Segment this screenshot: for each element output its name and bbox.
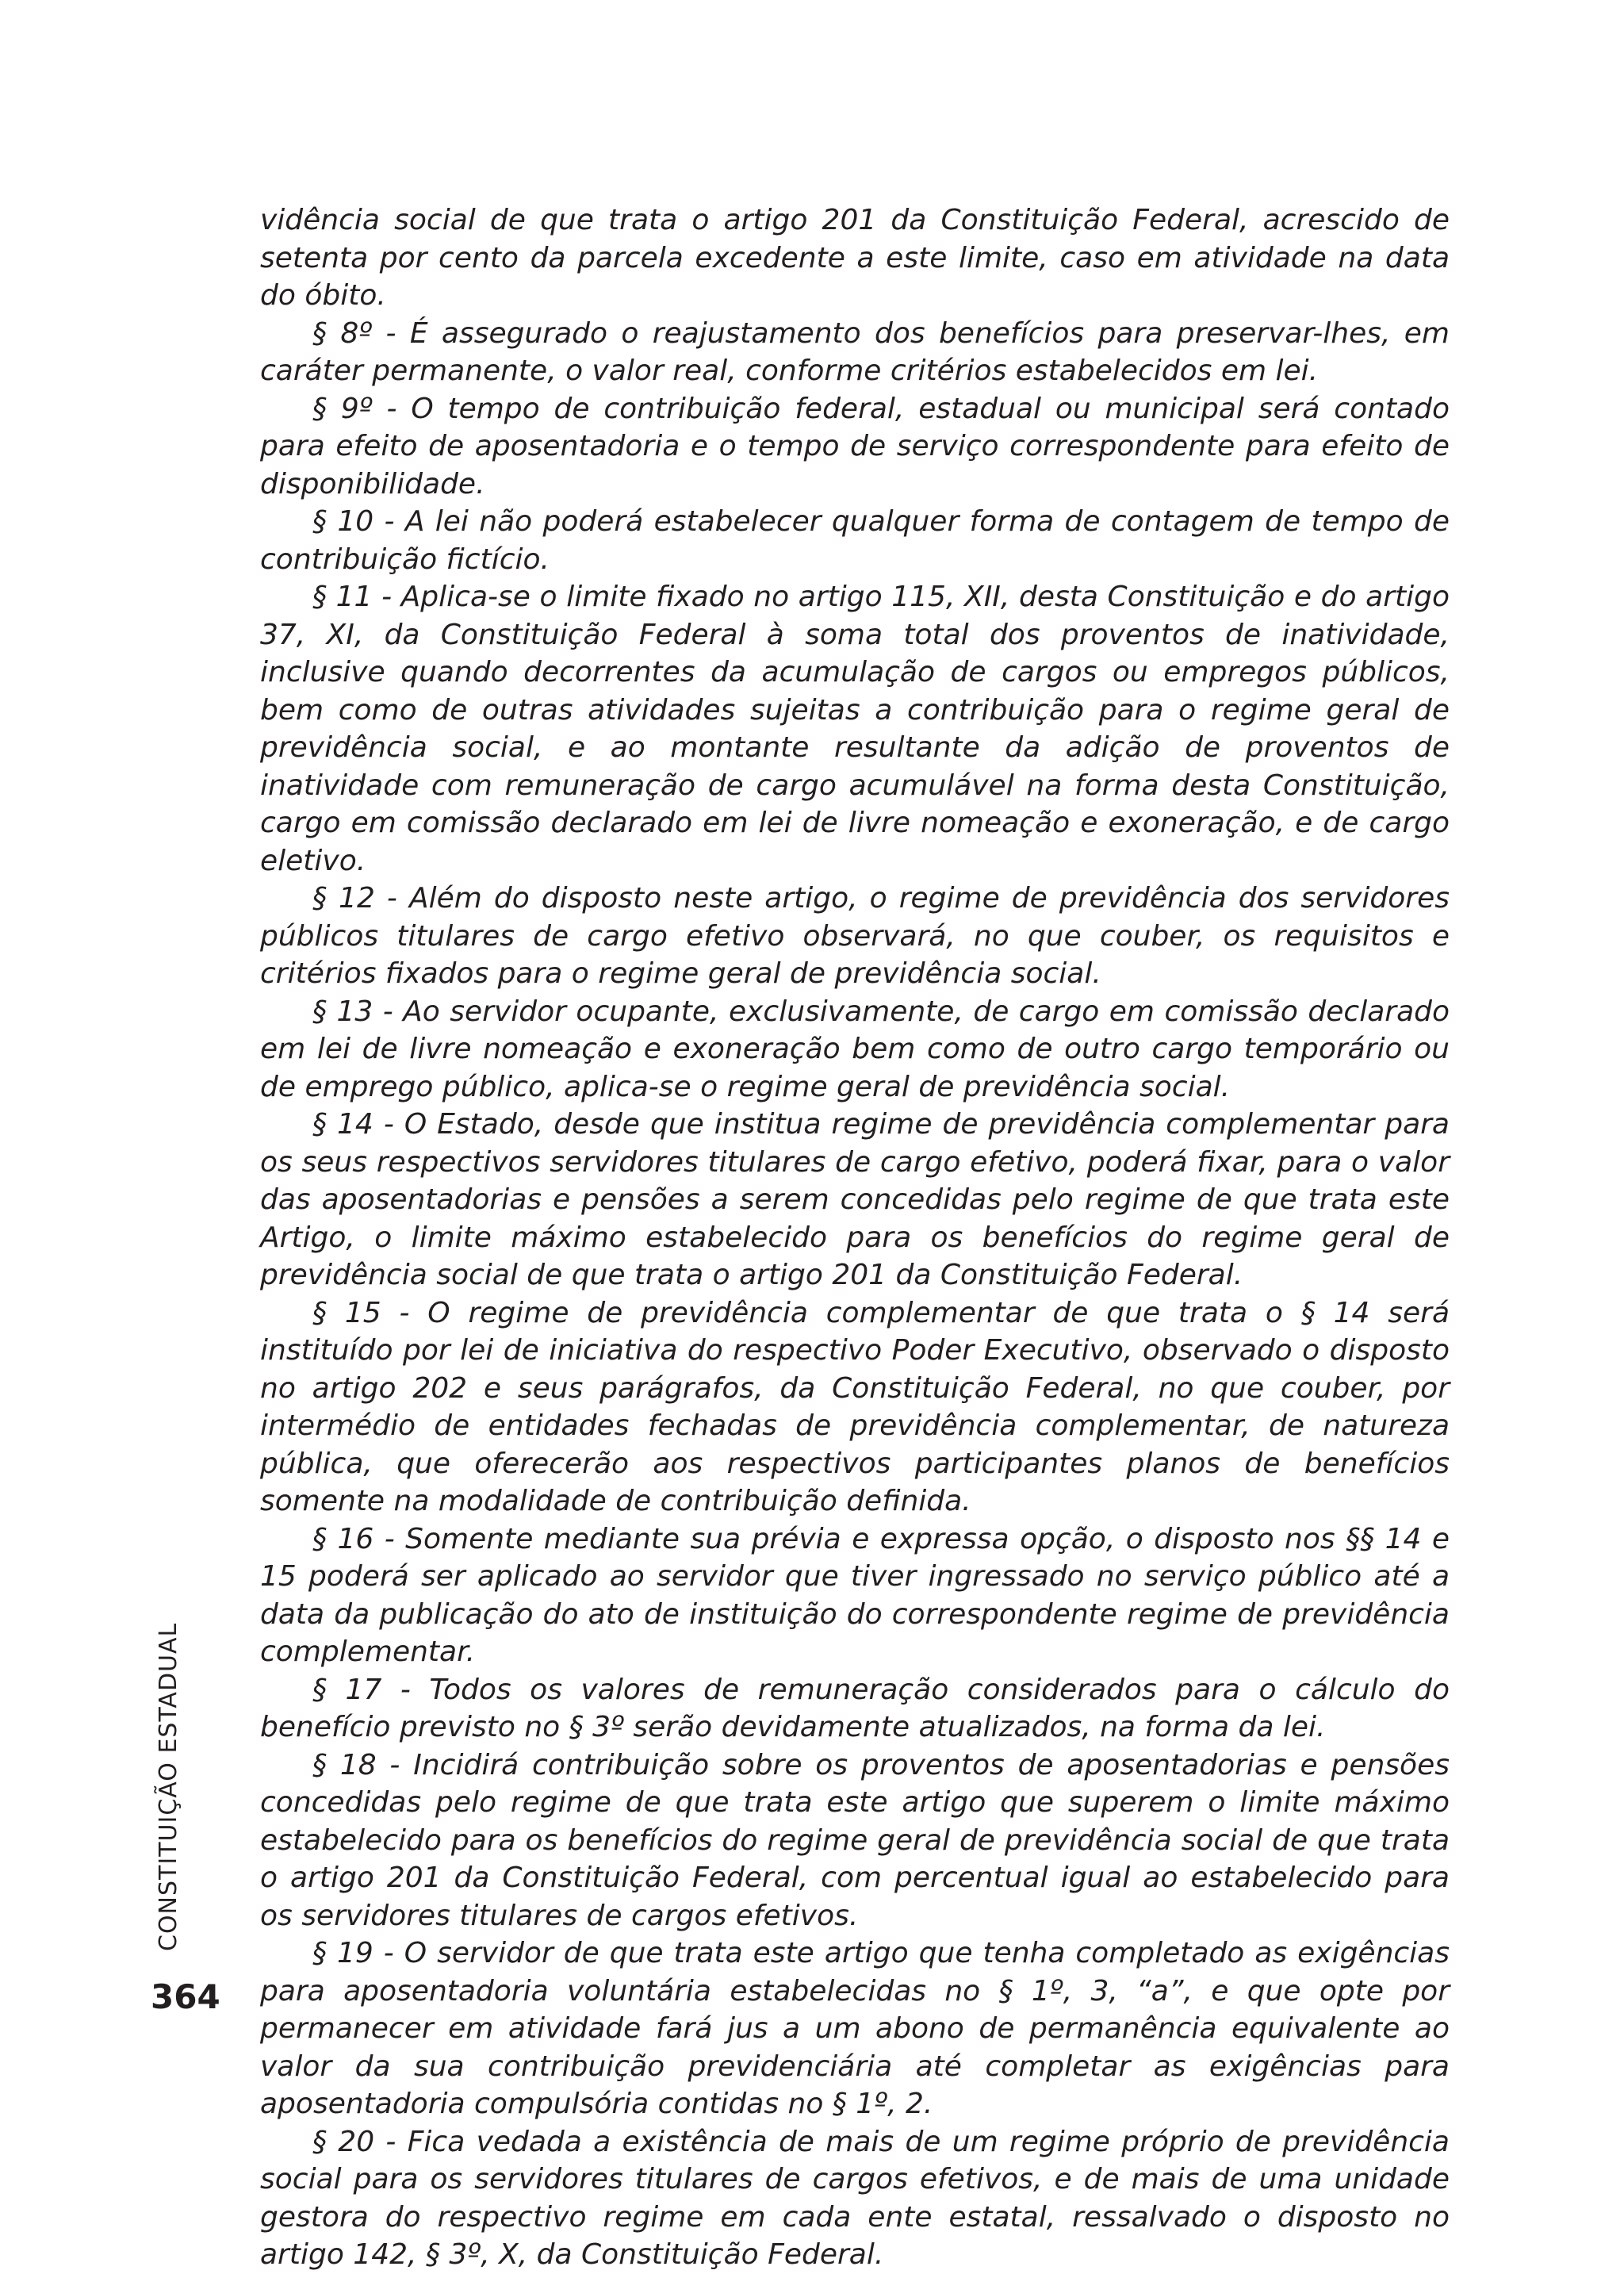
paragraph-13: § 13 - Ao servidor ocupante, exclusivamente, de cargo em comissão declarado em lei de livre nomeação e exoneração bem como de outro cargo temporário ou de emprego público, aplica-se o regime geral de previdência social. [260,995,1450,1103]
paragraph-15: § 15 - O regime de previdência complementar de que trata o § 14 será instituído por lei de iniciativa do respectivo Poder Executivo, observado o disposto no artigo 202 e seus parágrafos, da Constituição Federal, no que couber, por intermédio de entidades fechadas de previdência complementar, de natureza pública, que oferecerão aos respectivos participantes planos de benefícios somente na modalidade de contribuição definida. [260,1296,1450,1517]
paragraph-19: § 19 - O servidor de que trata este artigo que tenha completado as exigências para aposentadoria voluntária estabelecidas no § 1º, 3, “a”, e que opte por permanecer em atividade fará jus a um abono de permanência equivalente ao valor da sua contribuição previdenciária até completar as exigências para aposentadoria compulsória contidas no § 1º, 2. [260,1937,1450,2120]
paragraph-9: § 9º - O tempo de contribuição federal, estadual ou municipal será contado para efeito de aposentadoria e o tempo de serviço correspondente para efeito de disponibilidade. [260,392,1450,500]
section-label: CONSTITUIÇÃO ESTADUAL [155,1622,182,1951]
paragraph-continuation: vidência social de que trata o artigo 201 da Constituição Federal, acrescido de setenta por cento da parcela excedente a este limite, caso em atividade na data do óbito. [260,204,1450,312]
document-body [260,201,1450,2274]
page-number: 364 [151,1977,220,2016]
paragraph-14: § 14 - O Estado, desde que institua regime de previdência complementar para os seus respectivos servidores titulares de cargo efetivo, poderá fixar, para o valor das aposentadorias e pensões a serem concedidas pelo regime de que trata este Artigo, o limite máximo estabelecido para os benefícios do regime geral de previdência social de que trata o artigo 201 da Constituição Federal. [260,1108,1450,1291]
paragraph-10: § 10 - A lei não poderá estabelecer qualquer forma de contagem de tempo de contribuição fictício. [260,505,1450,576]
paragraph-18: § 18 - Incidirá contribuição sobre os proventos de aposentadorias e pensões concedidas pelo regime de que trata este artigo que superem o limite máximo estabelecido para os benefícios do regime geral de previdência social de que trata o artigo 201 da Constituição Federal, com percentual igual ao estabelecido para os servidores titulares de cargos efetivos. [260,1748,1450,1932]
paragraph-8: § 8º - É assegurado o reajustamento dos benefícios para preservar-lhes, em caráter permanente, o valor real, conforme critérios estabelecidos em lei. [260,316,1450,387]
paragraph-17: § 17 - Todos os valores de remuneração considerados para o cálculo do benefício previsto no § 3º serão devidamente atualizados, na forma da lei. [260,1673,1450,1743]
paragraph-12: § 12 - Além do disposto neste artigo, o regime de previdência dos servidores públicos titulares de cargo efetivo observará, no que couber, os requisitos e critérios fixados para o regime geral de previdência social. [260,882,1450,990]
paragraph-20: § 20 - Fica vedada a existência de mais de um regime próprio de previdência social para os servidores titulares de cargos efetivos, e de mais de uma unidade gestora do respectivo regime em cada ente estatal, ressalvado o disposto no artigo 142, § 3º, X, da Constituição Federal. [260,2125,1450,2271]
paragraph-16: § 16 - Somente mediante sua prévia e expressa opção, o disposto nos §§ 14 e 15 poderá ser aplicado ao servidor que tiver ingressado no serviço público até a data da publicação do ato de instituição do correspondente regime de previdência complementar. [260,1522,1450,1668]
paragraph-11: § 11 - Aplica-se o limite fixado no artigo 115, XII, desta Constituição e do artigo 37, XI, da Constituição Federal à soma total dos proventos de inatividade, inclusive quando decorrentes da acumulação de cargos ou empregos públicos, bem como de outras atividades sujeitas a contribuição para o regime geral de previdência social, e ao montante resultante da adição de proventos de inatividade com remuneração de cargo acumulável na forma desta Constituição, cargo em comissão declarado em lei de livre nomeação e exoneração, e de cargo eletivo. [260,581,1450,877]
